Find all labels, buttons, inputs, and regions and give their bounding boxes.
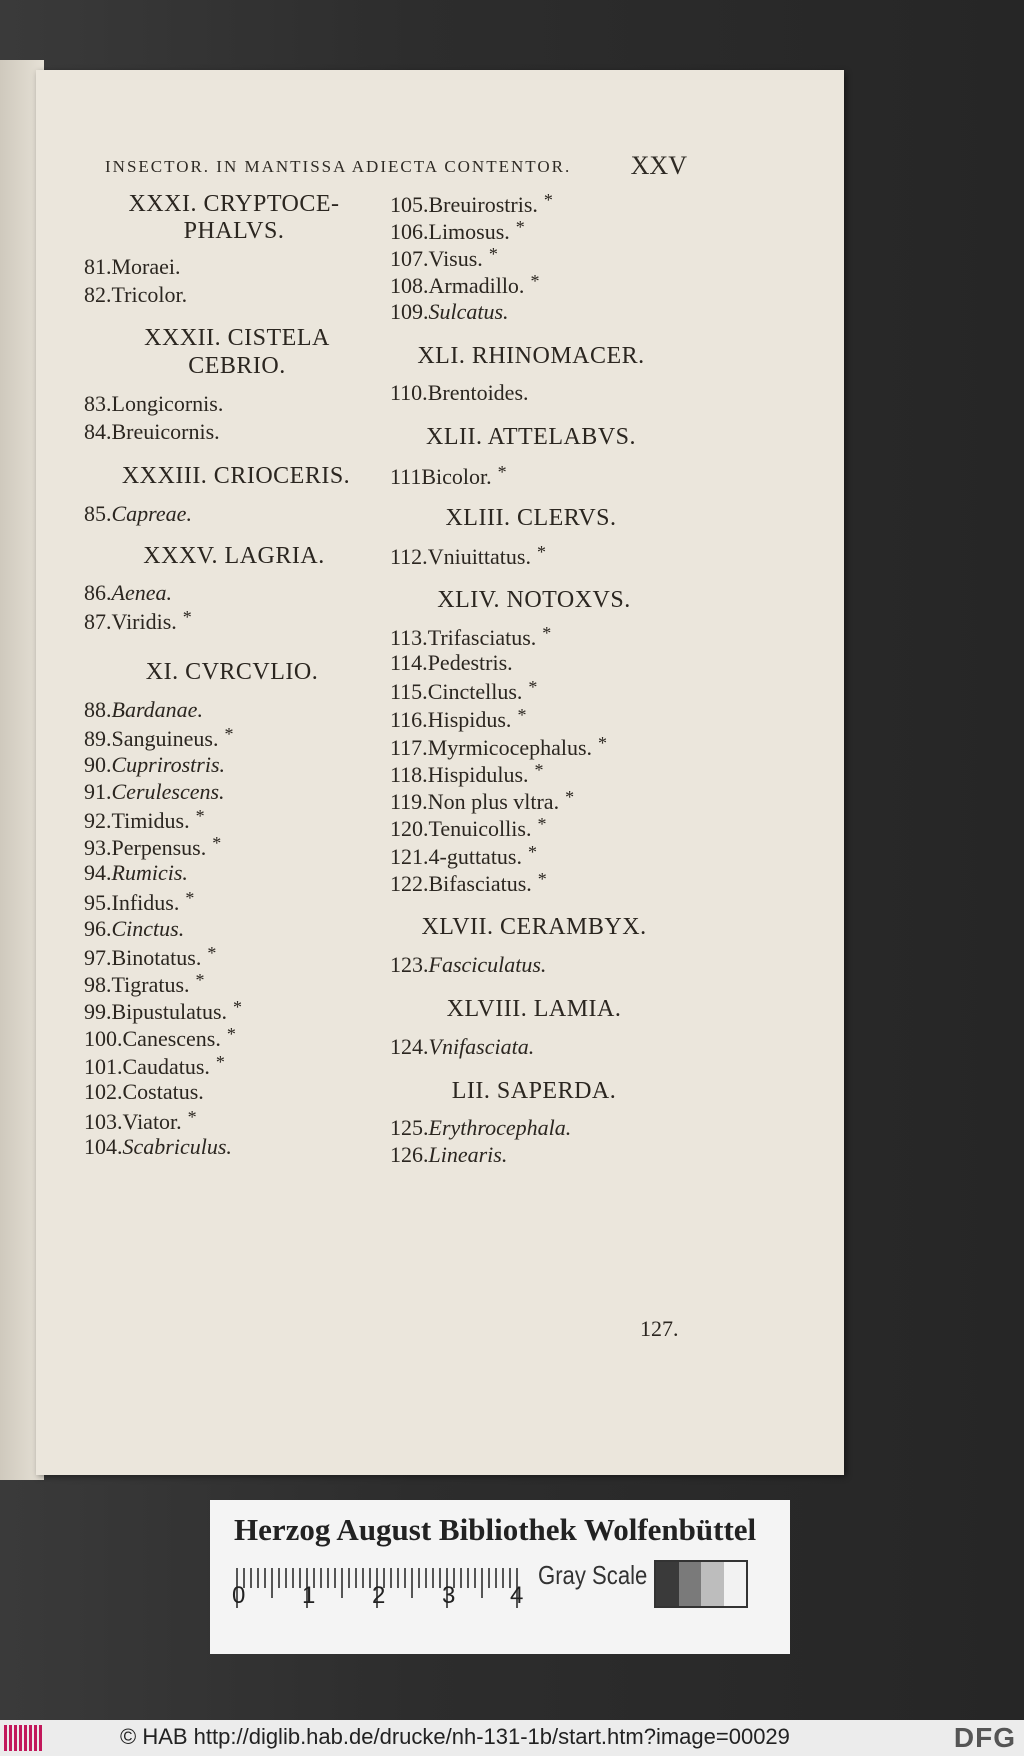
section-heading: CEBRIO. [188,353,286,379]
ruler-tick [362,1568,364,1588]
entry-number: 100. [84,1026,123,1051]
species-name: Hispidus. [427,707,512,732]
species-name: Caudatus. [122,1054,210,1079]
section-heading: XLIII. CLERVS. [445,505,617,531]
ruler-tick [257,1568,259,1588]
entry-number: 93. [84,835,112,860]
section-heading: XLII. ATTELABVS. [426,424,636,450]
species-name: Cuprirostris. [111,752,226,777]
entry-number: 99. [84,999,112,1024]
entry-number: 113. [390,625,428,650]
species-entry [390,244,498,272]
logo-stripe [34,1725,37,1751]
species-entry [390,814,546,842]
asterisk-mark: * [565,787,575,807]
entry-number: 91. [84,779,112,804]
species-entry [390,677,537,705]
asterisk-mark: * [182,607,192,627]
asterisk-mark: * [530,271,540,291]
ruler-tick [425,1568,427,1588]
species-name: Bardanae. [111,697,203,722]
ruler-tick [502,1568,504,1588]
gray-swatch [724,1562,747,1606]
copyright-link[interactable]: © HAB http://diglib.hab.de/drucke/nh-131-1b/start.htm?image=00029 [120,1724,790,1749]
entry-number: 112. [390,544,428,569]
species-name: Rumicis. [111,860,188,885]
species-name: Canescens. [122,1026,221,1051]
species-entry [84,1052,225,1080]
scale-number: 1 [302,1582,316,1609]
species-name: Costatus. [122,1079,204,1104]
entry-number: 104. [84,1134,123,1159]
ruler-tick [439,1568,441,1588]
section-heading: XXXII. CISTELA [144,325,330,351]
species-name: Tricolor. [111,282,188,307]
ruler-tick [348,1568,350,1588]
species-name: Vnifasciata. [428,1034,535,1059]
asterisk-mark: * [233,997,243,1017]
species-name: Moraei. [111,254,181,279]
species-name: Erythrocephala. [428,1115,572,1140]
species-entry [84,419,220,445]
entry-number: 114. [390,650,428,675]
ruler-tick [467,1568,469,1588]
ruler-tick [460,1568,462,1588]
ruler-tick [488,1568,490,1588]
species-entry [390,733,607,761]
species-name: Non plus vltra. [427,789,560,814]
section-heading: XXXIII. CRIOCERIS. [121,463,351,489]
species-entry [84,282,187,308]
species-name: Cinctellus. [427,679,523,704]
asterisk-mark: * [537,814,547,834]
species-name: Sulcatus. [428,299,509,324]
species-name: Infidus. [111,890,180,915]
ruler-tick [320,1568,322,1588]
species-name: Sanguineus. [111,726,219,751]
species-entry [84,806,205,834]
asterisk-mark: * [534,760,544,780]
entry-number: 82. [84,282,112,307]
asterisk-mark: * [598,733,608,753]
dfg-logo: DFG [953,1722,1016,1753]
entry-number: 101. [84,1054,123,1079]
entry-number: 105. [390,192,429,217]
species-name: Perpensus. [111,835,207,860]
entry-number: 107. [390,246,429,271]
ruler-tick [327,1568,329,1588]
ruler-tick [341,1568,343,1598]
ruler-tick [411,1568,413,1598]
species-entry [84,254,181,280]
species-name: Pedestris. [427,650,513,675]
species-name: Cinctus. [111,916,185,941]
logo-stripe [39,1725,42,1751]
species-entry [390,705,526,733]
entry-number: 124. [390,1034,429,1059]
asterisk-mark: * [528,677,538,697]
species-entry [390,952,546,978]
asterisk-mark: * [187,1107,197,1127]
ruler-tick [418,1568,420,1588]
asterisk-mark: * [215,1052,225,1072]
entry-number: 94. [84,860,112,885]
section-heading: XLIV. NOTOXVS. [437,587,631,613]
logo-stripe [29,1725,32,1751]
hab-logo-icon [4,1725,46,1751]
gray-swatch [679,1562,702,1606]
asterisk-mark: * [488,244,498,264]
footer-bar [0,1720,1024,1756]
species-entry [390,623,551,651]
ruler-tick [481,1568,483,1598]
ruler-tick [285,1568,287,1588]
ruler-tick [432,1568,434,1588]
entry-number: 102. [84,1079,123,1104]
species-entry [84,391,223,417]
species-name: Tenuicollis. [428,816,532,841]
section-heading: XXXI. CRYPTOCE- [128,191,340,217]
asterisk-mark: * [543,190,553,210]
ruler-tick [334,1568,336,1588]
section-heading: XLI. RHINOMACER. [417,343,645,369]
species-entry [390,1034,534,1060]
ruler-tick [397,1568,399,1588]
entry-number: 89. [84,726,112,751]
species-entry [390,299,509,325]
asterisk-mark: * [207,943,217,963]
entry-number: 85. [84,501,112,526]
ruler-tick [355,1568,357,1588]
species-entry [390,462,507,490]
ruler-tick [292,1568,294,1588]
section-heading: XLVIII. LAMIA. [446,996,622,1022]
species-name: Fasciculatus. [428,952,547,977]
species-name: Bifasciatus. [428,871,532,896]
species-entry [84,697,203,723]
entry-number: 109. [390,299,429,324]
running-head-text: INSECTOR. IN MANTISSA ADIECTA CONTENTOR. [105,157,572,176]
asterisk-mark: * [185,888,195,908]
species-entry [84,1079,204,1105]
entry-number: 84. [84,419,112,444]
species-entry [84,1024,236,1052]
entry-number: 108. [390,273,429,298]
entry-number: 123. [390,952,429,977]
species-entry [390,190,553,218]
species-name: Aenea. [111,580,172,605]
species-entry [390,1115,571,1141]
entry-number: 106. [390,219,429,244]
asterisk-mark: * [515,217,525,237]
species-name: Armadillo. [428,273,525,298]
species-entry [84,580,172,606]
species-entry [84,752,225,778]
species-entry [390,1142,507,1168]
scale-number: 4 [510,1582,524,1609]
species-name: Trifasciatus. [427,625,537,650]
logo-stripe [4,1725,7,1751]
entry-number: 125. [390,1115,429,1140]
species-entry [84,833,221,861]
ruler-tick [495,1568,497,1588]
gray-scale-label: Gray Scale [538,1560,648,1590]
ruler-tick [278,1568,280,1588]
asterisk-mark: * [195,806,205,826]
ruler-tick [264,1568,266,1588]
entry-number: 103. [84,1109,123,1134]
gray-swatch [701,1562,724,1606]
species-entry [390,271,539,299]
species-name: Visus. [428,246,483,271]
species-entry [84,916,184,942]
species-name: Bipustulatus. [111,999,228,1024]
species-name: Vniuittatus. [427,544,531,569]
color-calibration-bar [210,1500,790,1654]
asterisk-mark: * [226,1024,236,1044]
entry-number: 116. [390,707,428,732]
running-head [105,151,687,180]
entry-number: 122. [390,871,429,896]
section-heading: PHALVS. [183,218,285,244]
species-name: Viator. [122,1109,182,1134]
species-name: Limosus. [428,219,510,244]
logo-stripe [9,1725,12,1751]
entry-number: 98. [84,972,112,997]
scale-number: 0 [232,1582,246,1609]
asterisk-mark: * [537,869,547,889]
species-name: Capreae. [111,501,192,526]
logo-stripe [24,1725,27,1751]
page-number: XXV [630,151,687,180]
asterisk-mark: * [212,833,222,853]
species-name: Longicornis. [111,391,224,416]
entry-number: 97. [84,945,112,970]
ruler-tick [404,1568,406,1588]
species-entry [84,997,242,1025]
asterisk-mark: * [224,724,234,744]
species-name: Cerulescens. [111,779,225,804]
species-entry [390,760,544,788]
gray-swatch [656,1562,679,1606]
entry-number: 115. [390,679,428,704]
species-name: Bicolor. [421,464,492,489]
section-heading: XI. CVRCVLIO. [145,659,319,685]
ruler-tick [250,1568,252,1588]
ruler-tick [271,1568,273,1598]
section-heading: LII. SAPERDA. [451,1078,617,1104]
species-entry [84,888,194,916]
species-entry [84,943,216,971]
logo-stripe [19,1725,22,1751]
ruler-tick [369,1568,371,1588]
entry-number: 96. [84,916,112,941]
species-name: Breuicornis. [111,419,220,444]
species-entry [390,842,537,870]
species-name: Viridis. [111,609,177,634]
scale-number: 3 [442,1582,456,1609]
species-name: Brentoides. [427,380,529,405]
species-name: Breuirostris. [428,192,538,217]
ruler-tick [390,1568,392,1588]
species-entry [390,380,529,406]
species-entry [390,869,547,897]
catchword: 127. [640,1316,679,1341]
entry-number: 95. [84,890,112,915]
entry-number: 117. [390,735,428,760]
species-name: Binotatus. [111,945,202,970]
entry-number: 120. [390,816,429,841]
ruler-tick [299,1568,301,1588]
species-entry [84,779,225,805]
entry-number: 118. [390,762,428,787]
species-entry [84,501,192,527]
species-name: Scabriculus. [122,1134,232,1159]
section-heading: XLVII. CERAMBYX. [421,914,647,940]
species-name: Tigratus. [111,972,190,997]
asterisk-mark: * [517,705,527,725]
scale-number: 2 [372,1582,386,1609]
species-entry [84,970,205,998]
species-entry [390,787,574,815]
entry-number: 88. [84,697,112,722]
species-entry [84,724,233,752]
entry-number: 90. [84,752,112,777]
entry-number: 110. [390,380,428,405]
species-name: Myrmicocephalus. [427,735,593,760]
species-entry [390,217,525,245]
institution-name: Herzog August Bibliothek Wolfenbüttel [234,1512,757,1547]
entry-number: 87. [84,609,112,634]
species-entry [390,650,513,676]
entry-number: 119. [390,789,428,814]
species-name: 4-guttatus. [428,844,522,869]
entry-number: 92. [84,808,112,833]
ruler-tick [474,1568,476,1588]
species-entry [84,1134,232,1160]
species-entry [84,860,188,886]
species-entry [390,542,546,570]
asterisk-mark: * [528,842,537,862]
logo-stripe [14,1725,17,1751]
entry-number: 121. [390,844,429,869]
gray-scale-swatch [654,1560,748,1608]
entry-number: 86. [84,580,112,605]
species-name: Hispidulus. [427,762,529,787]
entry-number: 83. [84,391,112,416]
species-name: Linearis. [428,1142,508,1167]
species-entry [84,607,192,635]
asterisk-mark: * [497,462,507,482]
section-heading: XXXV. LAGRIA. [143,543,325,569]
species-name: Timidus. [111,808,190,833]
entry-number: 81. [84,254,112,279]
entry-number: 111 [390,464,422,489]
species-entry [84,1107,197,1135]
entry-number: 126. [390,1142,429,1167]
asterisk-mark: * [536,542,546,562]
asterisk-mark: * [195,970,205,990]
asterisk-mark: * [542,623,552,643]
